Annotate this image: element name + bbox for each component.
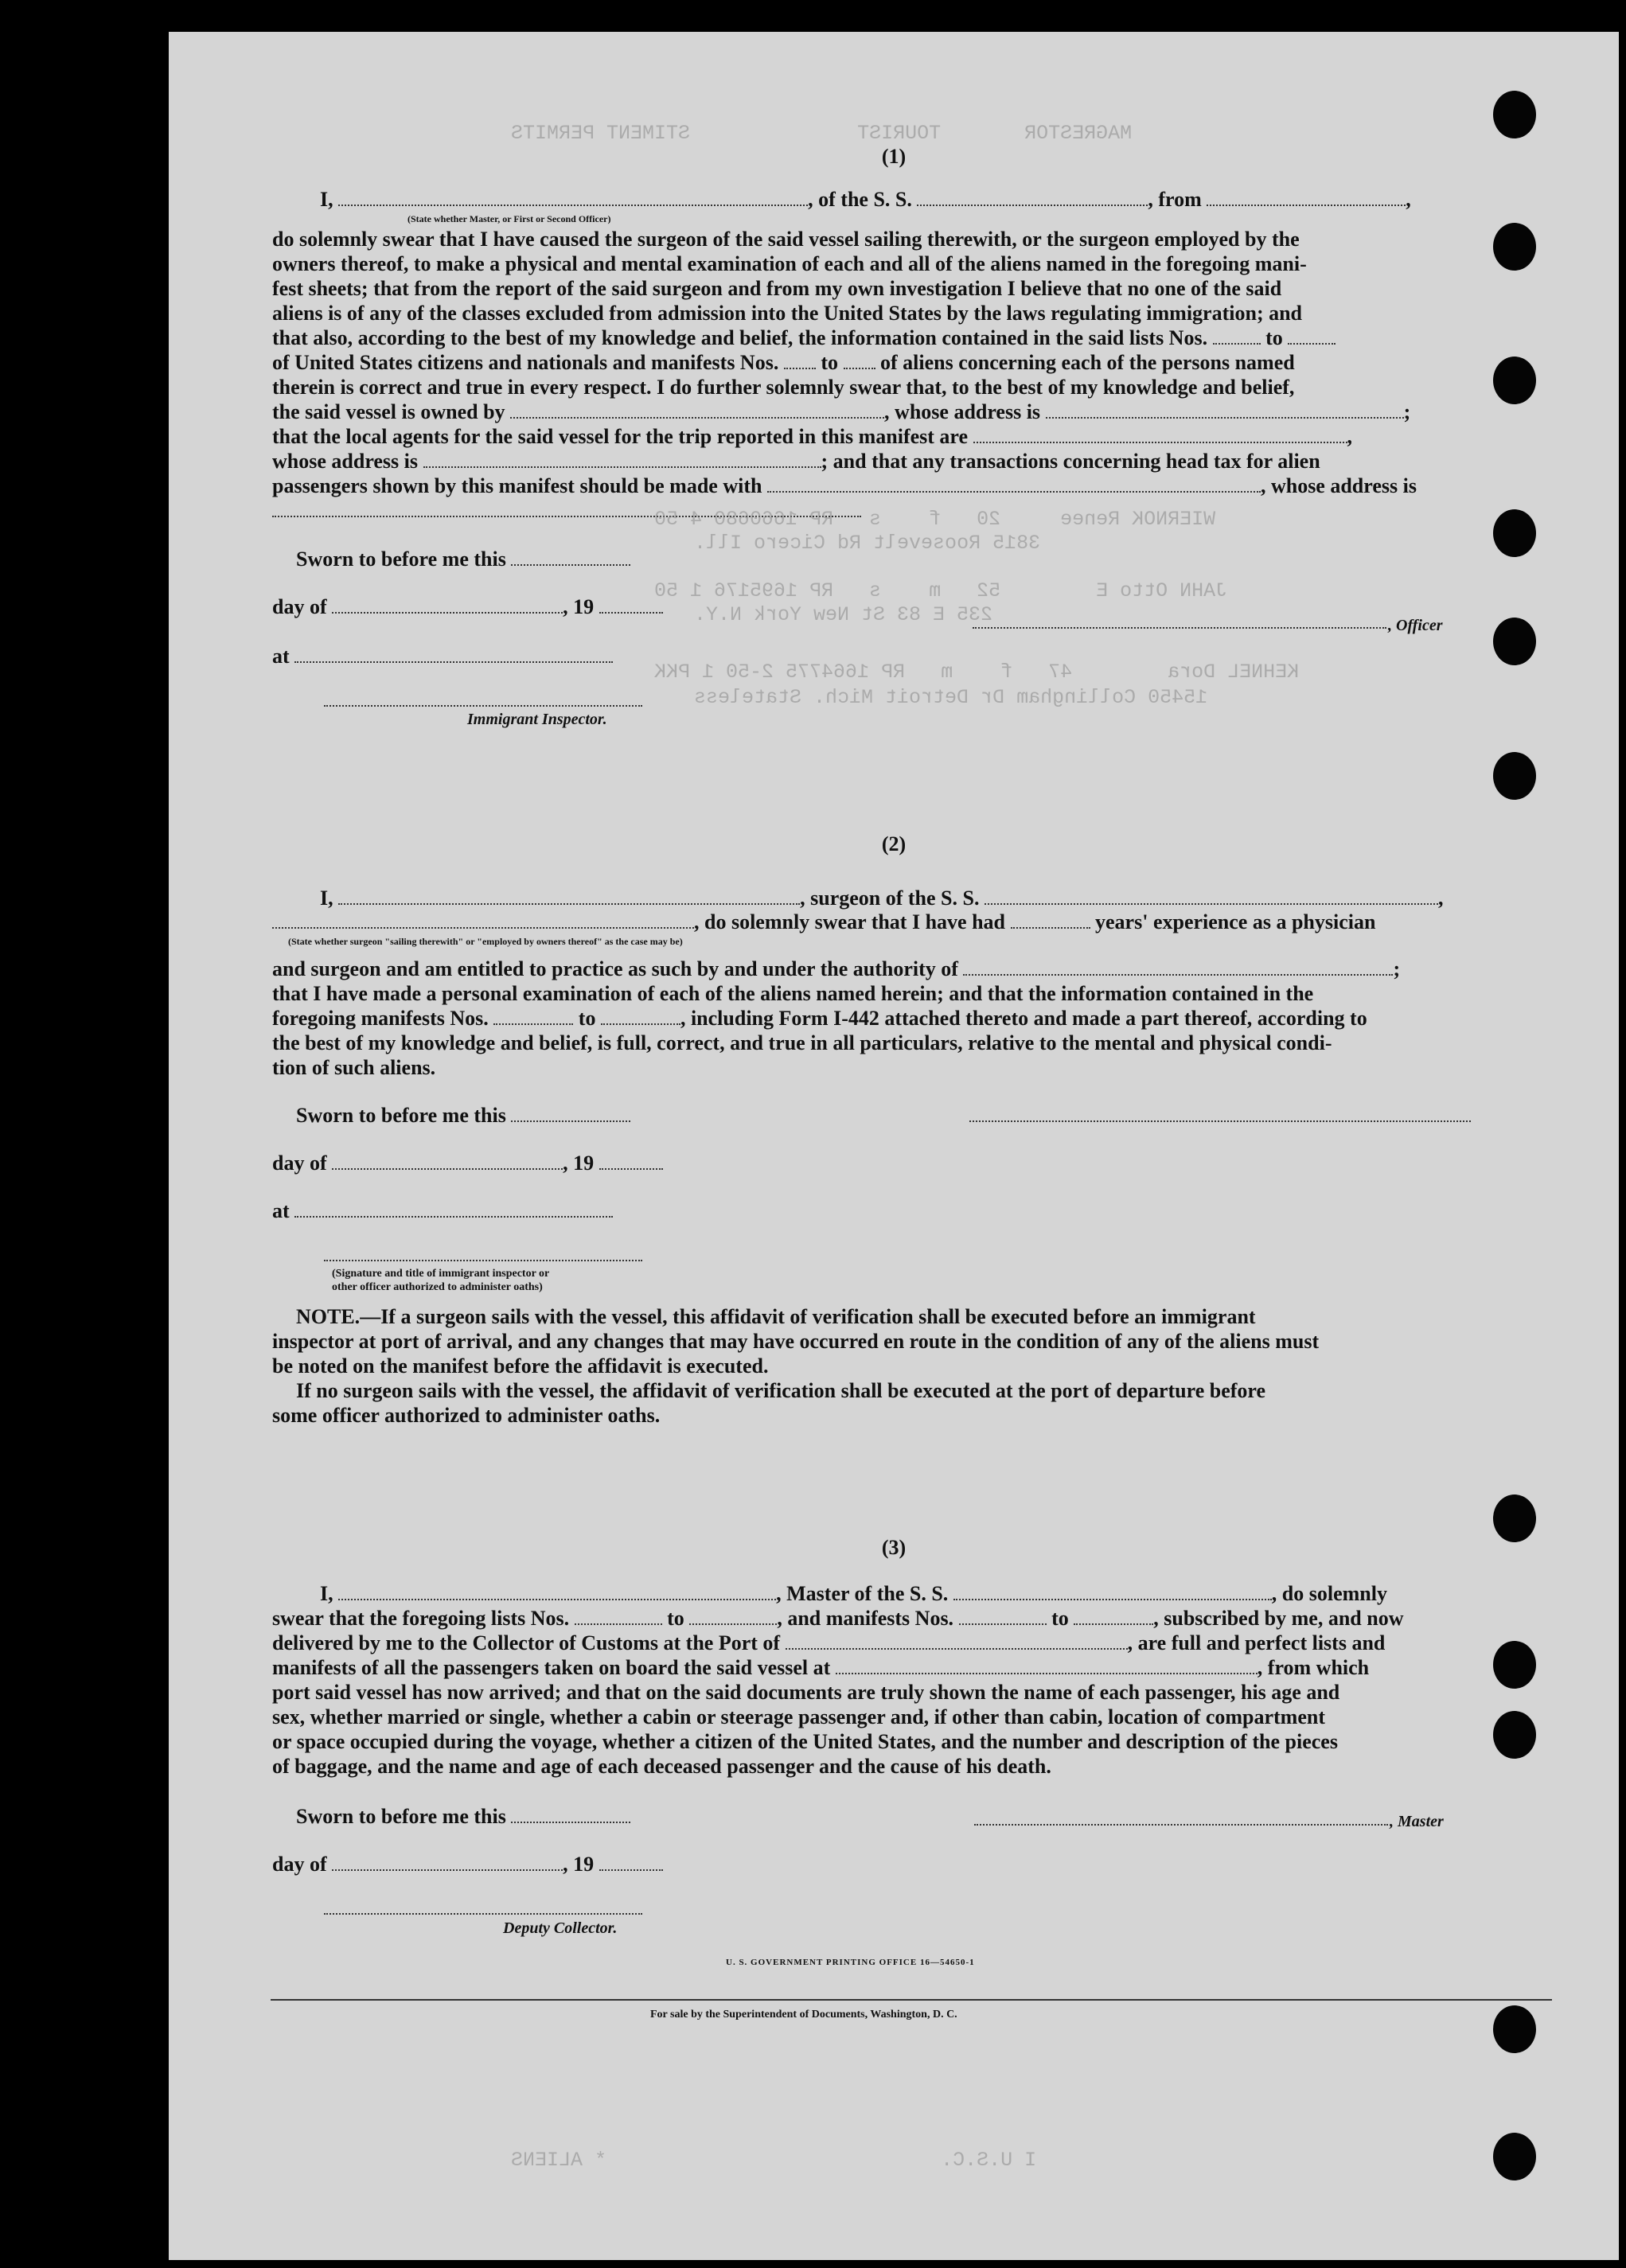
manifest-to-field[interactable]: [844, 353, 875, 369]
s2-manifest-to-field[interactable]: [601, 1009, 680, 1025]
s1-year-field[interactable]: [599, 598, 663, 614]
vessel-name-field[interactable]: [917, 190, 1148, 206]
s2-place-field[interactable]: [294, 1202, 613, 1218]
customs-port-field[interactable]: [786, 1634, 1128, 1650]
s2-sworn-day-field[interactable]: [511, 1106, 630, 1122]
bleed-through-text: 235 E 83 St New York N.Y.: [694, 603, 993, 626]
s2-line-1: I, , surgeon of the S. S. ,: [320, 887, 1444, 910]
note-line-5: some officer authorized to administer oaths.: [272, 1404, 661, 1427]
note-line-3: be noted on the manifest before the affidavit is executed.: [272, 1354, 769, 1378]
s1-line-3: owners thereof, to make a physical and mental examination of each and all of the aliens named in the foregoing mani-: [272, 252, 1307, 275]
s3-line-7: or space occupied during the voyage, whether a citizen of the United States, and the number and description of the pieces: [272, 1730, 1338, 1753]
officer-signature-line[interactable]: [973, 627, 1386, 629]
punch-hole-icon: [1493, 223, 1536, 271]
master-signature-line[interactable]: [974, 1824, 1388, 1826]
surgeon-name-field[interactable]: [338, 889, 800, 905]
inspector-label: Immigrant Inspector.: [467, 711, 607, 728]
s1-line-6: that also, according to the best of my knowledge and belief, the information contained in the said lists Nos. to: [272, 326, 1336, 350]
s2-line-3: and surgeon and am entitled to practice as such by and under the authority of ;: [272, 957, 1401, 980]
s1-line-8: therein is correct and true in every respect. I do further solemnly swear that, to the best of my knowledge and belief,: [272, 376, 1295, 399]
form-page: [169, 32, 1619, 2260]
section-2-heading: (2): [881, 832, 907, 855]
local-agents-field[interactable]: [973, 427, 1347, 443]
bleed-through-text: MAGRESTOR TOURIST STIMENT PERMITS: [511, 122, 1133, 145]
bleed-through-text: JAHN Otto E 52 m s RP 1695176 1 50: [654, 579, 1228, 602]
s2-year-field[interactable]: [599, 1154, 663, 1170]
collector-signature-line[interactable]: [324, 1913, 642, 1915]
punch-hole-icon: [1493, 752, 1536, 800]
s1-line-10: that the local agents for the said vessel for the trip reported in this manifest are ,: [272, 425, 1353, 448]
s1-line-2: do solemnly swear that I have caused the surgeon of the said vessel sailing therewith, or the surgeon employed by the: [272, 228, 1300, 251]
punch-hole-icon: [1493, 1641, 1536, 1689]
officer-name-field[interactable]: [338, 190, 808, 206]
s2-line-4: that I have made a personal examination of each of the aliens named herein; and that the information contained in the: [272, 982, 1314, 1005]
s3-line-3: delivered by me to the Collector of Customs at the Port of , are full and perfect lists and: [272, 1631, 1386, 1654]
s3-month-field[interactable]: [332, 1855, 563, 1871]
s3-sworn: Sworn to before me this: [296, 1805, 630, 1829]
punch-hole-icon: [1493, 2005, 1536, 2053]
years-experience-field[interactable]: [1011, 913, 1090, 929]
s2-line-5: foregoing manifests Nos. to , including Form I-442 attached thereto and made a part thereof, according to: [272, 1007, 1367, 1030]
s3-line-6: sex, whether married or single, whether a cabin or steerage passenger and, if other than cabin, location of compartment: [272, 1705, 1325, 1728]
officer-note: (State whether Master, or First or Second Officer): [407, 213, 611, 224]
note-line-1: NOTE.—If a surgeon sails with the vessel, this affidavit of verification shall be executed before an immigrant: [296, 1305, 1256, 1328]
bleed-through-text: WIERNOK Renee 20 f s RP 1660680 4 50: [654, 508, 1216, 531]
s2-line-7: tion of such aliens.: [272, 1056, 436, 1079]
s1-line-9: the said vessel is owned by , whose address is ;: [272, 400, 1411, 423]
s2-line-6: the best of my knowledge and belief, is full, correct, and true in all particulars, relative to the mental and physical condi-: [272, 1031, 1332, 1054]
s3-vessel-field[interactable]: [953, 1584, 1272, 1600]
owner-address-field[interactable]: [1046, 403, 1404, 419]
punch-hole-icon: [1493, 91, 1536, 138]
s3-line-5: port said vessel has now arrived; and that on the said documents are truly shown the name of each passenger, his age and: [272, 1681, 1340, 1704]
punch-hole-icon: [1493, 357, 1536, 404]
s1-line-4: fest sheets; that from the report of the said surgeon and from my own investigation I believe that no one of the said: [272, 277, 1282, 300]
s2-manifest-from-field[interactable]: [493, 1009, 573, 1025]
s3-day-of: day of , 19: [272, 1853, 663, 1876]
s1-at: at: [272, 645, 613, 668]
punch-hole-icon: [1493, 1494, 1536, 1542]
punch-hole-icon: [1493, 1711, 1536, 1759]
s1-line-7: of United States citizens and nationals and manifests Nos. to of aliens concerning each of the persons named: [272, 351, 1295, 374]
s2-month-field[interactable]: [332, 1154, 563, 1170]
s1-place-field[interactable]: [294, 647, 613, 663]
note-line-2: inspector at port of arrival, and any changes that may have occurred en route in the condition of any of the aliens must: [272, 1330, 1320, 1353]
master-name-field[interactable]: [338, 1584, 776, 1600]
s1-line-11: whose address is ; and that any transactions concerning head tax for alien: [272, 450, 1320, 473]
inspector-signature-line[interactable]: [324, 705, 642, 707]
punch-hole-icon: [1493, 2133, 1536, 2180]
s1-line-5: aliens is of any of the classes excluded from admission into the United States by the laws regulating immigration; and: [272, 302, 1303, 325]
s1-line-1: I, , of the S. S. , from ,: [320, 188, 1411, 211]
sale-notice: For sale by the Superintendent of Documents, Washington, D. C.: [650, 2009, 957, 2021]
collector-label: Deputy Collector.: [503, 1919, 618, 1937]
s3-year-field[interactable]: [599, 1855, 663, 1871]
section-3-heading: (3): [881, 1536, 907, 1559]
agents-address-field[interactable]: [423, 452, 821, 468]
s3-lists-from-field[interactable]: [575, 1609, 662, 1625]
printing-office-imprint: U. S. GOVERNMENT PRINTING OFFICE 16—54650-1: [726, 1958, 975, 1967]
surgeon-status-field[interactable]: [272, 913, 694, 929]
owner-field[interactable]: [510, 403, 884, 419]
surgeon-signature-line[interactable]: [969, 1120, 1471, 1122]
s3-line-1: I, , Master of the S. S. , do solemnly: [320, 1582, 1387, 1605]
s3-manifests-from-field[interactable]: [959, 1609, 1047, 1625]
s2-line-2: , do solemnly swear that I have had years' experience as a physician: [272, 910, 1375, 934]
oath-officer-signature-line[interactable]: [324, 1260, 642, 1261]
signature-note-1: (Signature and title of immigrant inspector or: [332, 1268, 550, 1280]
master-label: , Master: [1390, 1813, 1444, 1830]
signature-note-2: other officer authorized to administer oaths): [332, 1281, 543, 1293]
s3-sworn-day-field[interactable]: [511, 1807, 630, 1823]
s1-month-field[interactable]: [332, 598, 563, 614]
citizen-list-to-field[interactable]: [1288, 329, 1336, 345]
s3-line-2: swear that the foregoing lists Nos. to , and manifests Nos. to , subscribed by me, and now: [272, 1607, 1404, 1630]
head-tax-agent-field[interactable]: [767, 477, 1261, 493]
s3-line-8: of baggage, and the name and age of each deceased passenger and the cause of his death.: [272, 1755, 1051, 1778]
officer-label: , Officer: [1388, 617, 1443, 634]
bleed-through-text: 15450 Collingham Dr Detroit Mich. Stateless: [694, 686, 1208, 709]
from-port-field[interactable]: [1207, 190, 1406, 206]
section-1-heading: (1): [881, 145, 907, 168]
note-line-4: If no surgeon sails with the vessel, the affidavit of verification shall be executed at the port of departure before: [296, 1379, 1266, 1402]
s3-manifests-to-field[interactable]: [1074, 1609, 1153, 1625]
footer-rule: [271, 1999, 1552, 2001]
citizen-list-from-field[interactable]: [1213, 329, 1261, 345]
s3-lists-to-field[interactable]: [689, 1609, 777, 1625]
s1-sworn: Sworn to before me this: [296, 548, 630, 571]
manifest-from-field[interactable]: [784, 353, 816, 369]
s3-line-4: manifests of all the passengers taken on board the said vessel at , from which: [272, 1656, 1370, 1679]
s2-vessel-field[interactable]: [985, 889, 1438, 905]
bleed-through-text: 3815 Roosevelt Rd Cicero Ill.: [694, 532, 1041, 555]
surgeon-note: (State whether surgeon "sailing therewith" or "employed by owners thereof" as the case may be): [288, 936, 683, 947]
s1-day-of: day of , 19: [272, 595, 663, 619]
s2-at: at: [272, 1199, 613, 1223]
bleed-through-text: I U.S.C. * ALIENS: [511, 2149, 1037, 2172]
s1-line-12: passengers shown by this manifest should be made with , whose address is: [272, 474, 1417, 497]
bleed-through-text: KEHNEL Dora 47 f m RP 1664775 2-50 1 PKK: [654, 661, 1300, 684]
s2-sworn: Sworn to before me this: [296, 1104, 630, 1128]
s2-day-of: day of , 19: [272, 1152, 663, 1175]
s1-sworn-day-field[interactable]: [511, 550, 630, 566]
punch-hole-icon: [1493, 509, 1536, 557]
authority-field[interactable]: [963, 960, 1393, 976]
punch-hole-icon: [1493, 618, 1536, 665]
embark-port-field[interactable]: [836, 1658, 1258, 1674]
